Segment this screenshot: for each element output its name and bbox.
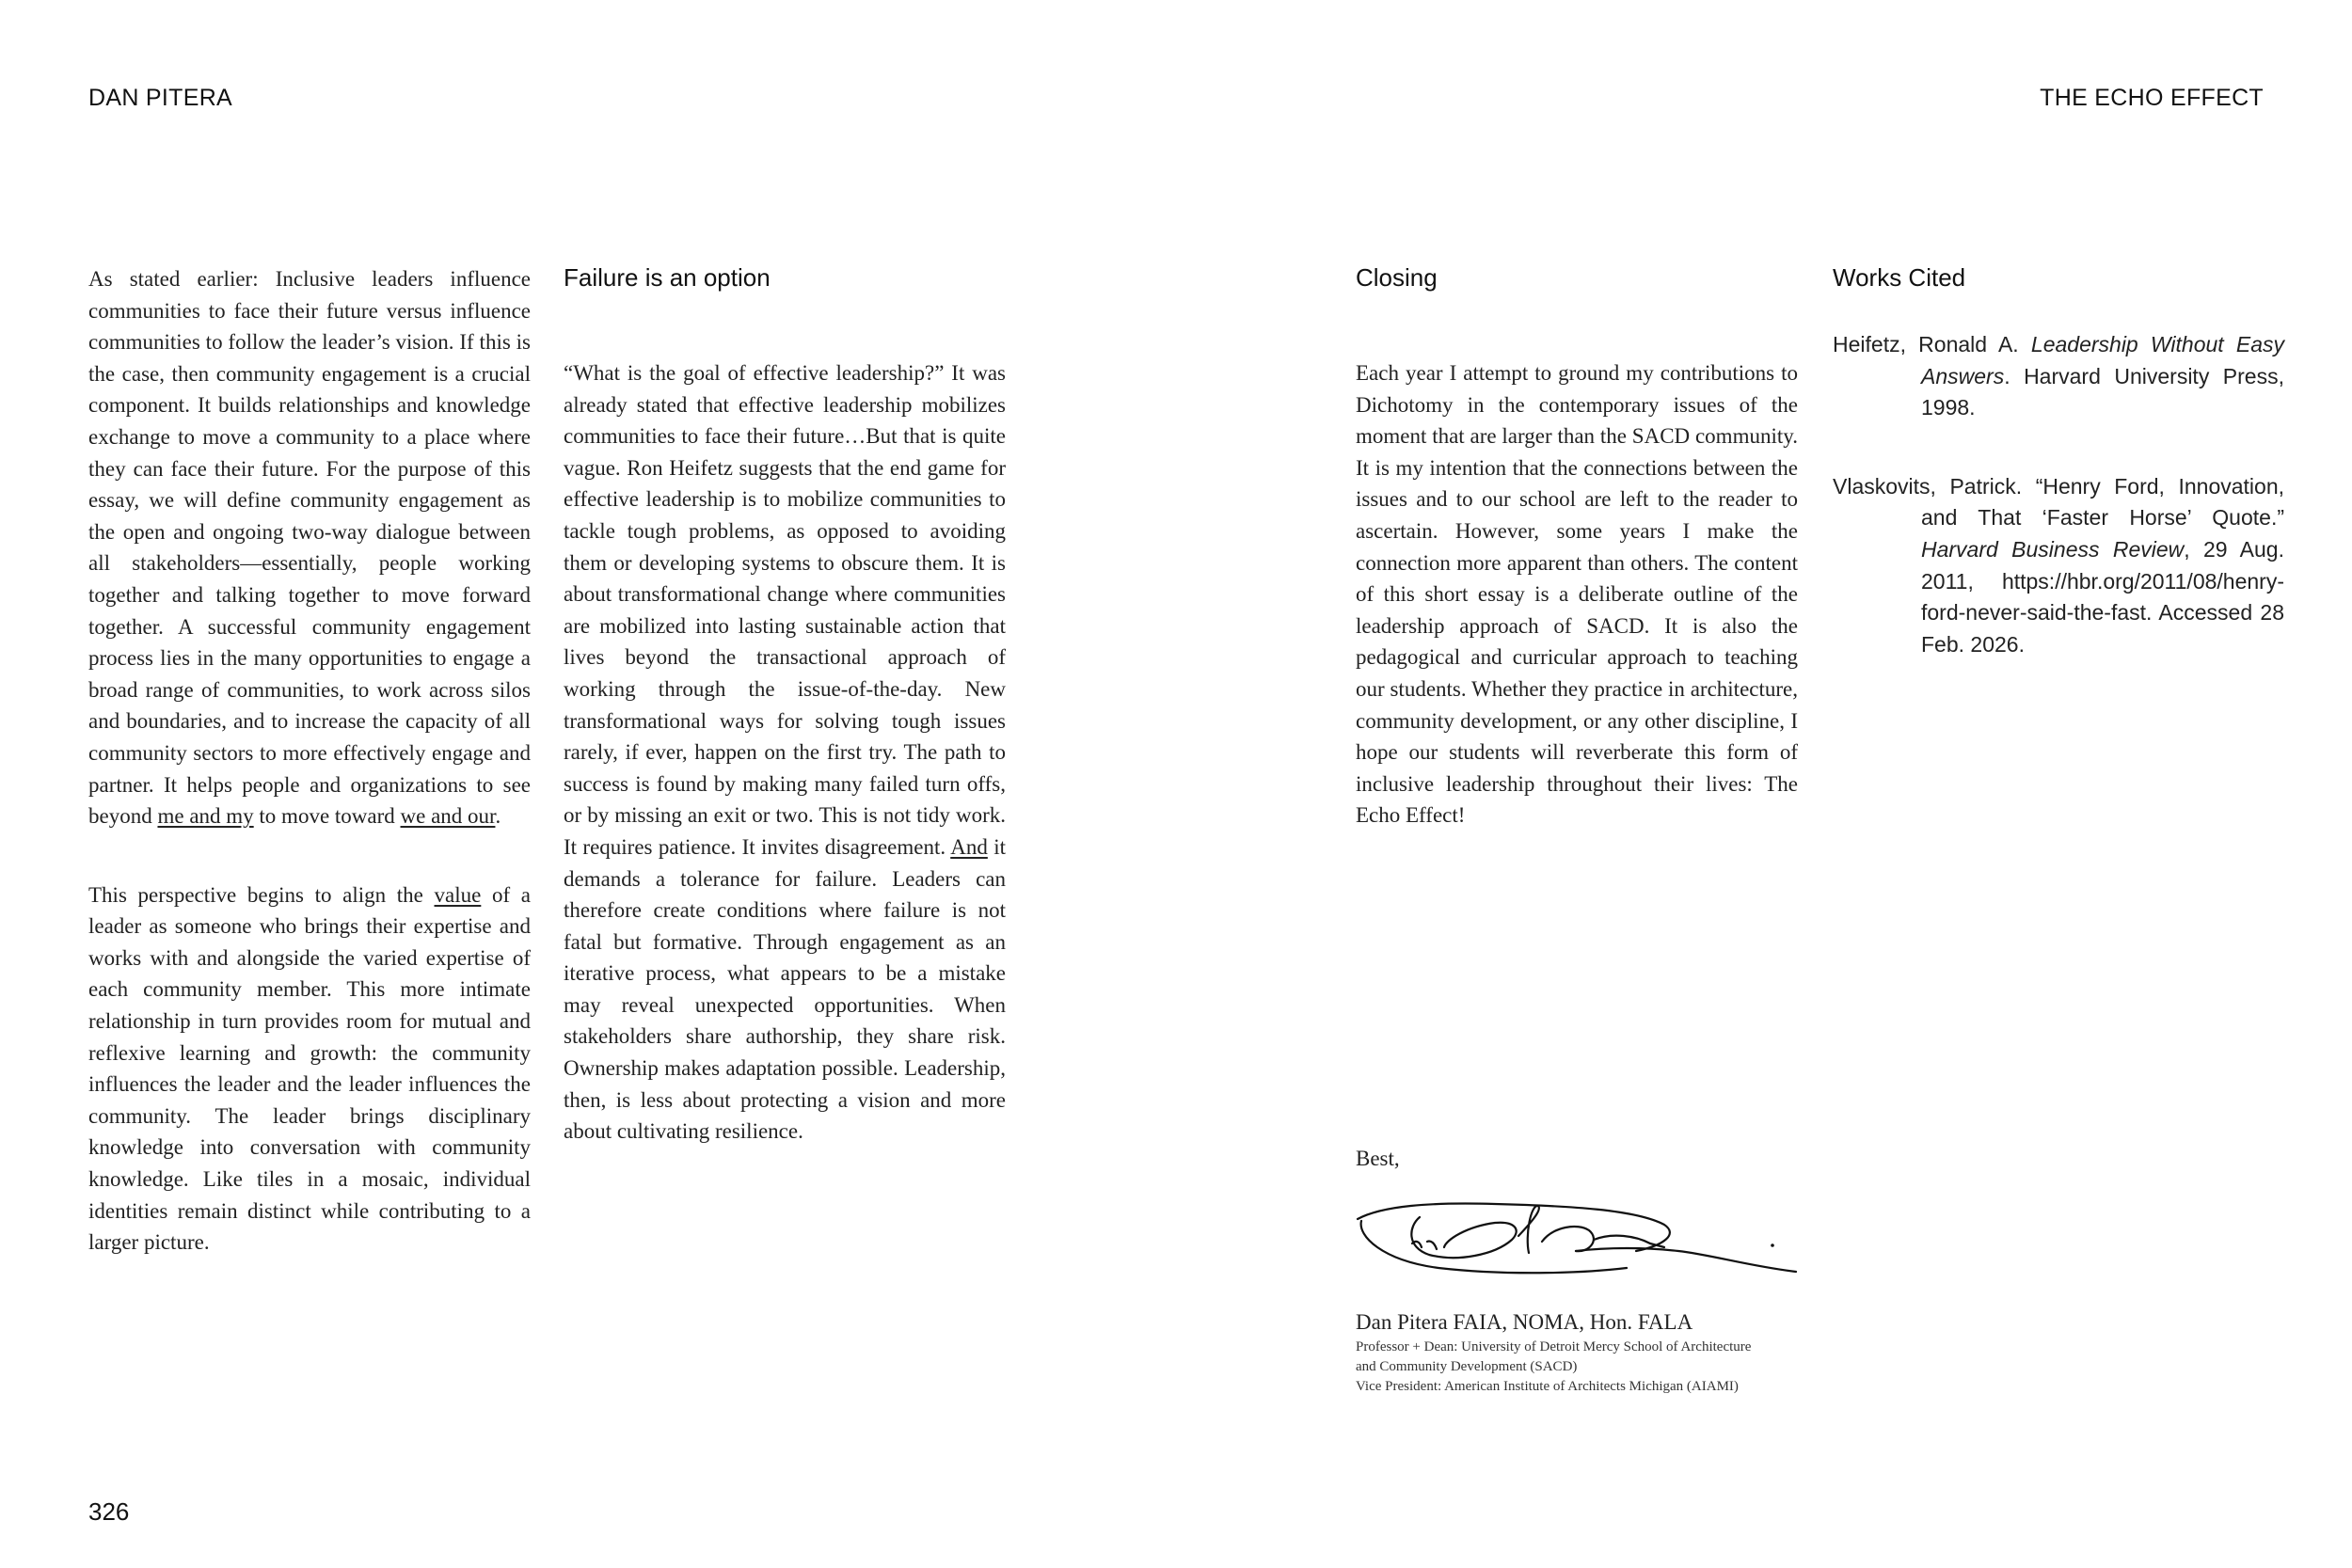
citation-vlaskovits: Vlaskovits, Patrick. “Henry Ford, Innovation, and That ‘Faster Horse’ Quote.” Harvard Business Review, 29 Aug. 2011, https://hbr.org/2011/08/henry-ford-never-said-the-fast. Accessed 28 Feb. 2026. xyxy=(1833,473,2284,657)
citation-title-hbr: Harvard Business Review xyxy=(1921,536,2185,562)
page-number: 326 xyxy=(88,1497,130,1526)
section-heading-works-cited: Works Cited xyxy=(1833,263,1966,292)
underlined-and: And xyxy=(950,834,988,859)
signer-name: Dan Pitera FAIA, NOMA, Hon. FALA xyxy=(1356,1310,1693,1334)
column-1 xyxy=(88,263,531,1259)
works-cited-column xyxy=(1833,263,2284,660)
signer-title-line-1: Professor + Dean: University of Detroit Mercy School of Architecture xyxy=(1356,1339,1752,1354)
underlined-value: value xyxy=(434,882,482,907)
column-3 xyxy=(1356,263,1798,832)
underlined-we-and-our: we and our xyxy=(400,804,496,829)
section-heading-closing: Closing xyxy=(1356,263,1438,292)
signer-title-line-2: and Community Development (SACD) xyxy=(1356,1359,1578,1374)
running-header-author: DAN PITERA xyxy=(88,85,233,111)
section-heading-failure: Failure is an option xyxy=(564,263,771,292)
paragraph-failure: “What is the goal of effective leadership?” It was already stated that effective leadership mobilizes communities to face their future…But that is quite vague. Ron Heifetz suggests that the end game for effective leadership is to mobilize communities to tackle tough problems, as opposed to avoiding them or developing systems to obscure them. It is about transformational change where communities are mobilized into lasting sustainable action that lives beyond the transactional approach of working through the issue-of-the-day. New transformational ways for solving tough issues rarely, if ever, happen on the first try. The path to success is found by making many failed turn offs, or by missing an exit or two. This is not tidy work. It requires patience. It invites disagreement. And it demands a tolerance for failure. Leaders can therefore create conditions where failure is not fatal but formative. Through engagement as an iterative process, what appears to be a mistake may reveal unexpected opportunities. When stakeholders share authorship, they share risk. Ownership makes adaptation possible. Leadership, then, is less about protecting a vision and more about cultivating resilience. xyxy=(564,361,1006,1144)
running-header-title: THE ECHO EFFECT xyxy=(2040,85,2264,111)
paragraph-perspective: This perspective begins to align the value of a leader as someone who brings their expertise and works with and alongside the varied expertise of each community member. This more intimate relationship in turn provides room for mutual and reflexive learning and growth: the community influences the leader and the leader influences the community. The leader brings disciplinary knowledge into conversation with community knowledge. Like tiles in a mosaic, individual identities remain distinct while contributing to a larger picture. xyxy=(88,882,531,1255)
column-2 xyxy=(564,263,1006,1148)
paragraph-closing: Each year I attempt to ground my contributions to Dichotomy in the contemporary issues of the moment that are larger than the SACD community. It is my intention that the connections between the issues and to our school are left to the reader to ascertain. However, some years I make the connection more apparent than others. The content of this short essay is a deliberate outline of the leadership approach of SACD. It is also the pedagogical and curricular approach to teaching our students. Whether they practice in architecture, community development, or any other discipline, I hope our students will reverberate this form of inclusive leadership throughout their lives: The Echo Effect! xyxy=(1356,361,1798,828)
citation-title-heifetz: Leadership Without Easy Answers xyxy=(1921,332,2284,388)
sign-off: Best, xyxy=(1356,1147,1400,1170)
underlined-me-and-my: me and my xyxy=(157,804,254,829)
paragraph-community-engagement: As stated earlier: Inclusive leaders influence communities to face their future versus influence communities to follow the leader’s vision. If this is the case, then community engagement is a crucial component. It builds relationships and knowledge exchange to move a community to a place where they can face their future. For the purpose of this essay, we will define community engagement as the open and ongoing two-way dialogue between all stakeholders—essentially, people working together and talking together to move forward together. A successful community engagement process lies in the many opportunities to engage a broad range of communities, to work across silos and boundaries, and to increase the capacity of all community sectors to more effectively engage and partner. It helps people and organizations to see beyond me and my to move toward we and our. xyxy=(88,267,531,829)
handwritten-signature xyxy=(1354,1198,1805,1283)
citation-heifetz: Heifetz, Ronald A. Leadership Without Easy Answers. Harvard University Press, 1998. xyxy=(1833,332,2284,420)
signer-title-line-3: Vice President: American Institute of Architects Michigan (AIAMI) xyxy=(1356,1379,1739,1394)
signature-block xyxy=(1356,1143,1845,1397)
